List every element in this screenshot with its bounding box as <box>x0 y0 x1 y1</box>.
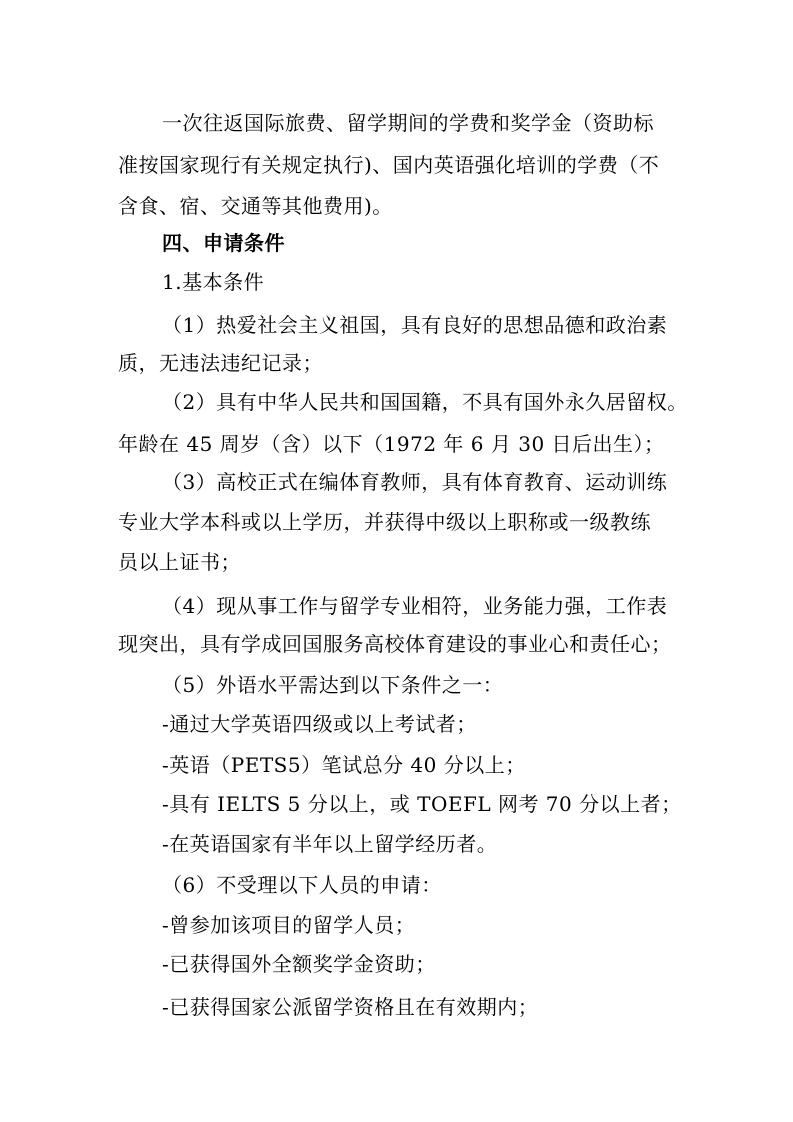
list-item: -在英语国家有半年以上留学经历者。 <box>162 832 498 856</box>
condition-5-line: （5）外语水平需达到以下条件之一： <box>162 673 504 697</box>
list-item: -通过大学英语四级或以上考试者； <box>162 712 477 736</box>
condition-4-line: 现突出，具有学成回国服务高校体育建设的事业心和责任心； <box>118 632 672 656</box>
list-item: -具有 IELTS 5 分以上，或 TOEFL 网考 70 分以上者； <box>162 792 682 816</box>
condition-3-line: （3）高校正式在编体育教师，具有体育教育、运动训练 <box>162 470 668 494</box>
condition-2-line: （2）具有中华人民共和国国籍，不具有国外永久居留权。 <box>162 390 688 414</box>
section-heading: 四、申请条件 <box>162 231 285 255</box>
list-item: -曾参加该项目的留学人员； <box>162 913 416 937</box>
condition-6-line: （6）不受理以下人员的申请： <box>162 873 442 897</box>
condition-3-line: 员以上证书； <box>118 550 241 574</box>
condition-2-line: 年龄在 45 周岁（含）以下（1972 年 6 月 30 日后出生）； <box>118 432 665 456</box>
intro-paragraph-line: 含食、宿、交通等其他费用)。 <box>118 194 393 218</box>
condition-1-line: （1）热爱社会主义祖国，具有良好的思想品德和政治素 <box>162 313 668 337</box>
section-subheading: 1.基本条件 <box>162 270 265 294</box>
list-item: -英语（PETS5）笔试总分 40 分以上； <box>162 753 526 777</box>
condition-1-line: 质，无违法违纪记录； <box>118 351 323 375</box>
intro-paragraph-line: 一次往返国际旅费、留学期间的学费和奖学金（资助标 <box>162 111 654 135</box>
list-item: -已获得国家公派留学资格且在有效期内； <box>162 995 539 1019</box>
condition-3-line: 专业大学本科或以上学历，并获得中级以上职称或一级教练 <box>118 510 651 534</box>
intro-paragraph-line: 准按国家现行有关规定执行)、国内英语强化培训的学费（不 <box>118 153 660 177</box>
condition-4-line: （4）现从事工作与留学专业相符，业务能力强，工作表 <box>162 594 668 618</box>
list-item: -已获得国外全额奖学金资助； <box>162 952 436 976</box>
